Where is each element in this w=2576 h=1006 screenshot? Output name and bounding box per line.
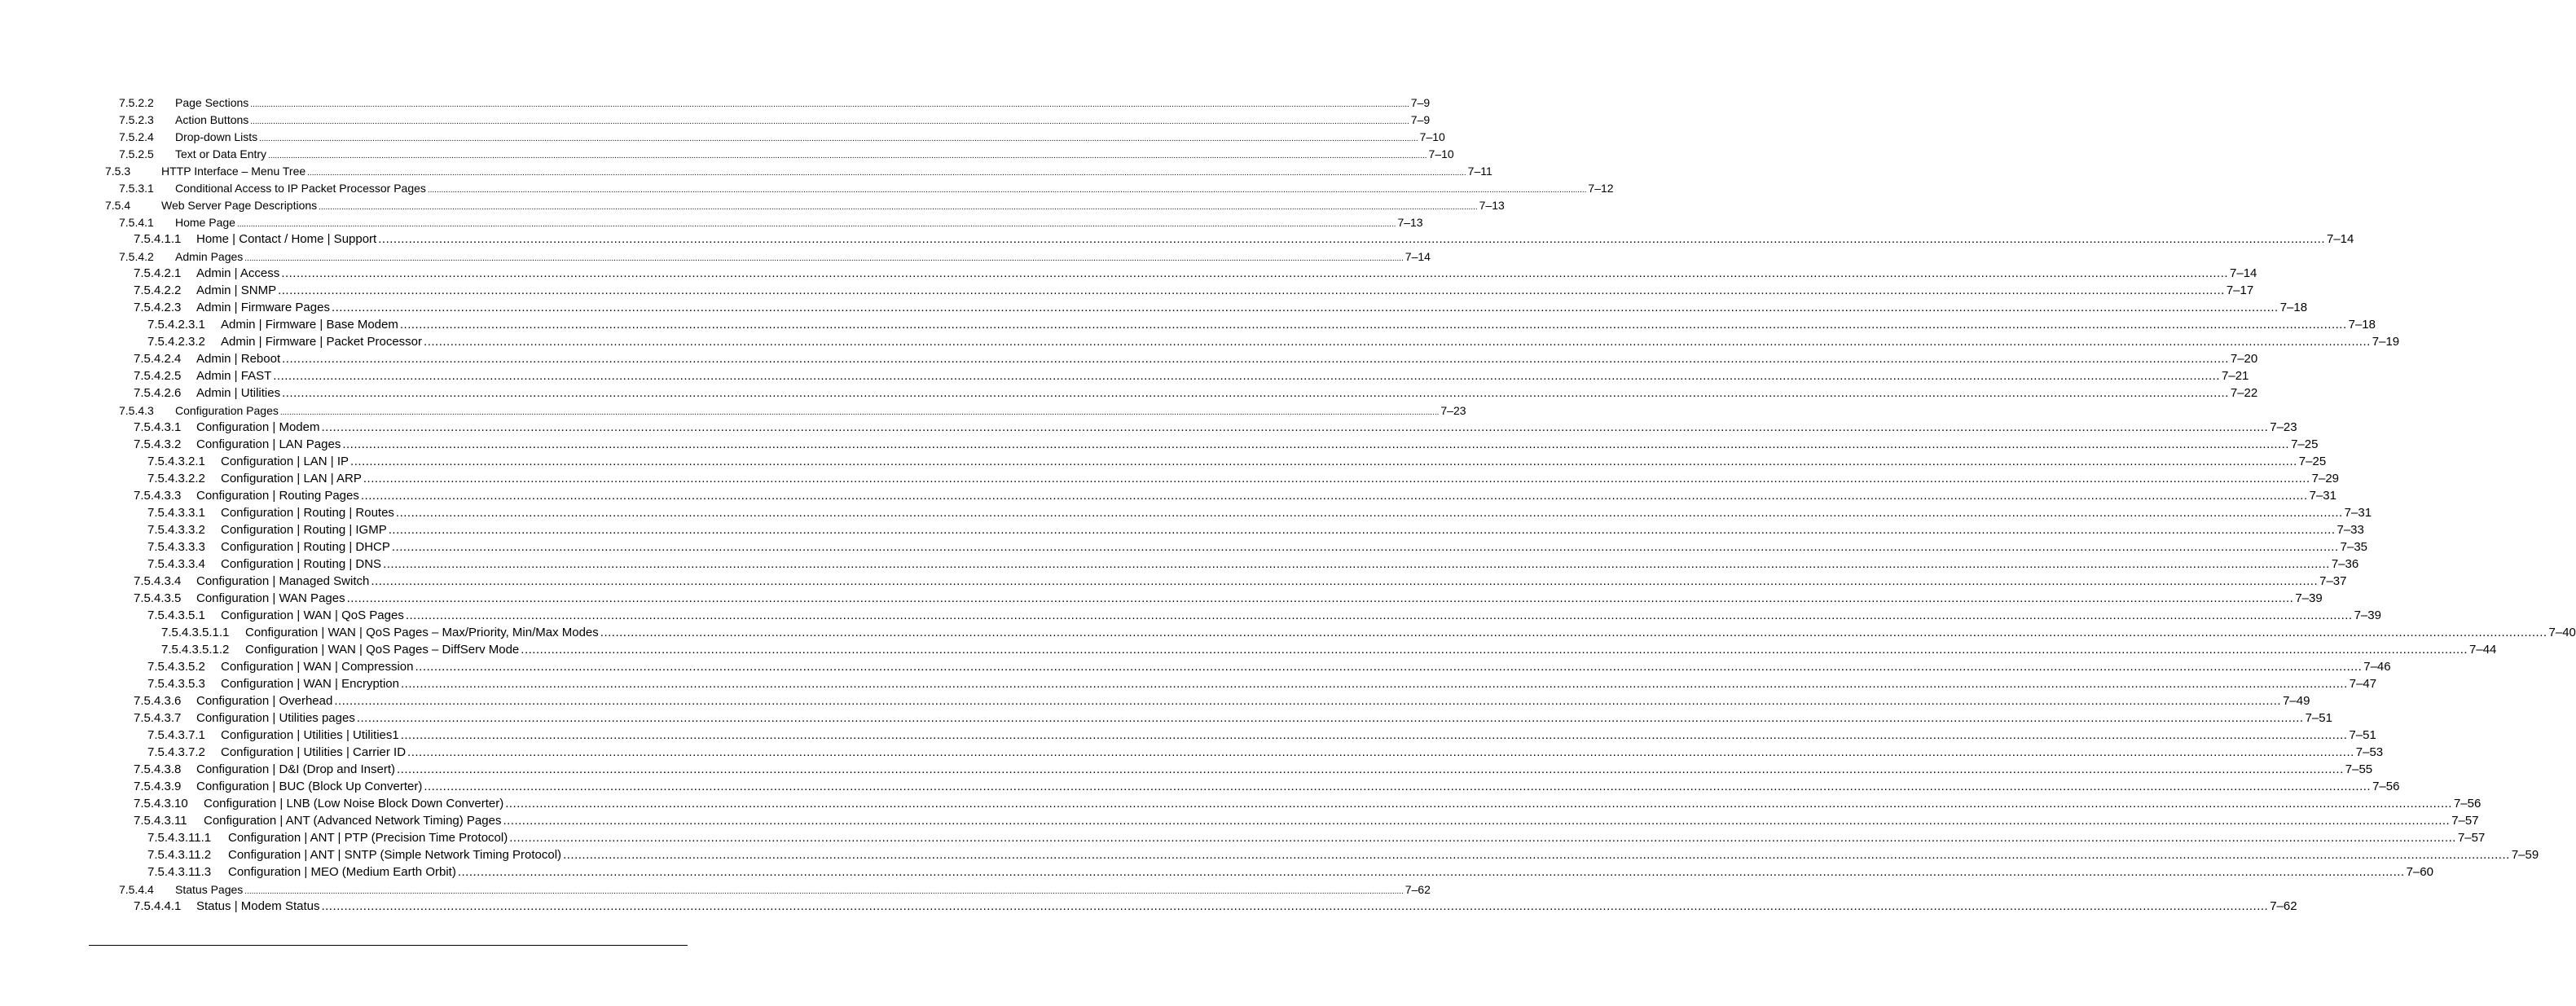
toc-entry-title: Drop-down Lists (175, 130, 258, 143)
toc-entry-title: Configuration | WAN | QoS Pages – DiffServ Mode (245, 643, 520, 657)
toc-leader (278, 283, 2225, 297)
toc-entry-number: 7.5.4 (105, 199, 131, 212)
toc-entry-title: Action Buttons (175, 113, 249, 126)
toc-entry-page: 7–56 (2453, 797, 2481, 811)
toc-entry[interactable] (134, 588, 2323, 605)
toc-leader (458, 865, 2405, 879)
toc-entry-page: 7–23 (2270, 420, 2297, 434)
toc-leader (347, 591, 2294, 605)
toc-entry-number: 7.5.4.3.3.2 (147, 523, 205, 537)
toc-entry-title: Status Pages (175, 883, 244, 896)
toc-leader (363, 472, 2310, 485)
toc-entry-page: 7–19 (2372, 335, 2400, 349)
toc-entry-number: 7.5.4.3.11 (134, 814, 187, 828)
toc-entry-title: Admin | Utilities (196, 386, 281, 400)
toc-entry-number: 7.5.4.3.5.3 (147, 677, 205, 691)
toc-leader (332, 301, 2279, 314)
toc-entry-title: Configuration | WAN | Encryption (221, 677, 399, 691)
toc-entry-number: 7.5.4.2.2 (134, 283, 182, 297)
toc-entry-number: 7.5.4.3.5 (134, 591, 182, 605)
toc-entry-title: Configuration | WAN Pages (196, 591, 345, 605)
toc-leader (244, 883, 1404, 896)
toc-entry-page: 7–13 (1397, 216, 1423, 229)
toc-entry[interactable] (147, 332, 2400, 349)
toc-entry[interactable] (147, 537, 2368, 554)
toc-entry[interactable] (147, 503, 2372, 520)
toc-entry[interactable] (119, 126, 1445, 143)
toc-entry-page: 7–46 (2363, 660, 2391, 674)
toc-entry[interactable] (134, 297, 2308, 314)
toc-entry-title: Admin | FAST (196, 369, 272, 383)
toc-entry-page: 7–11 (1467, 165, 1492, 178)
toc-leader (237, 216, 1396, 229)
toc-entry[interactable] (134, 417, 2297, 434)
toc-leader (371, 574, 2318, 588)
toc-entry-title: Admin | Firmware | Base Modem (221, 318, 398, 332)
toc-entry[interactable] (119, 92, 1431, 109)
toc-leader (273, 369, 2220, 383)
toc-entry-title: Configuration | ANT | SNTP (Simple Network Timing Protocol) (228, 848, 562, 862)
toc-leader (503, 814, 2450, 828)
toc-entry-title: Configuration | Routing | DNS (221, 557, 382, 571)
toc-entry-page: 7–29 (2311, 472, 2340, 485)
toc-entry-page: 7–57 (2457, 831, 2486, 845)
toc-leader (509, 831, 2456, 845)
toc-entry[interactable] (134, 571, 2347, 588)
toc-leader (321, 420, 2268, 434)
toc-entry-page: 7–22 (2230, 386, 2258, 400)
toc-entry[interactable] (119, 109, 1431, 126)
toc-entry-number: 7.5.4.3.11.3 (147, 865, 212, 879)
toc-entry[interactable] (119, 246, 1431, 263)
toc-entry-number: 7.5.4.2.3.2 (147, 335, 205, 349)
toc-entry-number: 7.5.4.3.7 (134, 711, 182, 725)
toc-entry-title: Configuration | Utilities | Carrier ID (221, 745, 407, 759)
toc-entry-number: 7.5.4.3.5.1.2 (161, 643, 230, 657)
toc-entry-title: Text or Data Entry (175, 147, 267, 160)
toc-leader (415, 660, 2363, 674)
toc-entry-title: Home Page (175, 216, 235, 229)
toc-leader (244, 250, 1404, 263)
toc-entry-number: 7.5.4.3 (119, 404, 154, 417)
toc-entry-number: 7.5.4.1 (119, 216, 154, 229)
toc-entry-number: 7.5.4.3.2 (134, 437, 182, 451)
toc-leader (342, 437, 2289, 451)
toc-entry-page: 7–23 (1440, 404, 1466, 417)
toc-entry-title: Configuration | WAN | QoS Pages (221, 608, 404, 622)
toc-entry-title: Configuration | Managed Switch (196, 574, 370, 588)
toc-entry-title: Admin Pages (175, 250, 244, 263)
toc-entry-page: 7–49 (2283, 694, 2310, 708)
toc-entry-page: 7–10 (1419, 130, 1445, 143)
toc-entry-number: 7.5.4.3.2.1 (147, 455, 205, 468)
toc-entry[interactable] (119, 178, 1614, 195)
toc-entry-number: 7.5.4.3.3.1 (147, 506, 205, 520)
toc-entry-title: Configuration | LAN | ARP (221, 472, 362, 485)
toc-entry[interactable] (134, 708, 2332, 725)
toc-entry-number: 7.5.3.1 (119, 182, 154, 195)
toc-entry-page: 7–39 (2354, 608, 2381, 622)
toc-entry-title: Configuration | Routing Pages (196, 489, 359, 503)
toc-leader (281, 266, 2228, 280)
toc-entry-title: Admin | SNMP (196, 283, 277, 297)
toc-entry[interactable] (134, 896, 2297, 913)
toc-entry-page: 7–17 (2226, 283, 2254, 297)
toc-entry-number: 7.5.2.4 (119, 130, 154, 143)
toc-entry-number: 7.5.4.3.3.4 (147, 557, 205, 571)
toc-entry-title: Configuration | Utilities | Utilities1 (221, 728, 399, 742)
toc-entry-number: 7.5.4.2.1 (134, 266, 182, 280)
toc-entry[interactable] (147, 468, 2340, 485)
toc-entry-page: 7–40 (2548, 626, 2576, 639)
toc-entry-page: 7–55 (2345, 762, 2373, 776)
toc-leader (357, 711, 2304, 725)
toc-entry-number: 7.5.2.5 (119, 147, 154, 160)
toc-entry[interactable] (134, 485, 2336, 503)
toc-entry[interactable] (134, 263, 2257, 280)
toc-leader (392, 540, 2339, 554)
toc-entry-title: Configuration | WAN | QoS Pages – Max/Priority, Min/Max Modes (245, 626, 599, 639)
toc-entry-page: 7–60 (2406, 865, 2433, 879)
toc-leader (282, 352, 2229, 366)
toc-entry-page: 7–18 (2279, 301, 2308, 314)
toc-entry-number: 7.5.4.3.5.1.1 (161, 626, 230, 639)
toc-leader (280, 404, 1440, 417)
toc-entry-page: 7–25 (2291, 437, 2319, 451)
toc-entry-page: 7–31 (2344, 506, 2372, 520)
toc-entry-page: 7–10 (1428, 147, 1454, 160)
toc-entry-number: 7.5.4.3.3.3 (147, 540, 205, 554)
toc-entry-page: 7–39 (2295, 591, 2323, 605)
toc-entry-title: HTTP Interface – Menu Tree (161, 165, 306, 178)
toc-leader (389, 523, 2336, 537)
toc-entry-number: 7.5.4.3.9 (134, 780, 182, 793)
toc-entry[interactable] (147, 845, 2539, 862)
toc-entry-number: 7.5.4.3.5.2 (147, 660, 205, 674)
toc-entry-title: Admin | Firmware | Packet Processor (221, 335, 423, 349)
toc-entry-number: 7.5.2.2 (119, 96, 154, 109)
toc-entry[interactable] (147, 520, 2364, 537)
toc-leader (334, 694, 2281, 708)
toc-leader (383, 557, 2330, 571)
toc-entry[interactable] (105, 160, 1492, 178)
toc-entry-title: Configuration | Routing | Routes (221, 506, 394, 520)
toc-leader (424, 335, 2371, 349)
toc-entry-page: 7–47 (2349, 677, 2377, 691)
toc-entry-title: Conditional Access to IP Packet Processor Pages (175, 182, 426, 195)
toc-entry-title: Configuration | Utilities pages (196, 711, 355, 725)
toc-entry-title: Admin | Reboot (196, 352, 281, 366)
toc-entry[interactable] (134, 280, 2254, 297)
toc-entry-page: 7–14 (2230, 266, 2257, 280)
toc-entry-title: Configuration | ANT | PTP (Precision Time Protocol) (228, 831, 508, 845)
toc-entry-page: 7–53 (2355, 745, 2384, 759)
toc-entry-page: 7–21 (2222, 369, 2249, 383)
toc-leader (321, 899, 2268, 913)
toc-entry-title: Web Server Page Descriptions (161, 199, 318, 212)
toc-entry-title: Configuration | LAN | IP (221, 455, 349, 468)
toc-entry[interactable] (147, 674, 2377, 691)
toc-entry[interactable] (134, 811, 2479, 828)
toc-entry-page: 7–14 (1404, 250, 1431, 263)
toc-entry[interactable] (147, 314, 2376, 332)
toc-entry-page: 7–51 (2349, 728, 2376, 742)
toc-entry-page: 7–13 (1479, 199, 1505, 212)
toc-entry-page: 7–56 (2372, 780, 2400, 793)
toc-entry-number: 7.5.4.2.6 (134, 386, 182, 400)
toc-entry[interactable] (105, 195, 1505, 212)
toc-entry-page: 7–25 (2298, 455, 2327, 468)
toc-leader (259, 130, 1418, 143)
toc-entry-page: 7–62 (2270, 899, 2297, 913)
toc-entry-number: 7.5.4.3.3 (134, 489, 182, 503)
toc-entry-page: 7–14 (2326, 232, 2354, 246)
toc-entry-page: 7–12 (1588, 182, 1614, 195)
toc-entry[interactable] (134, 229, 2354, 246)
toc-entry[interactable] (134, 759, 2373, 776)
toc-leader (521, 643, 2468, 657)
toc-entry[interactable] (161, 622, 2576, 639)
toc-entry[interactable] (134, 366, 2249, 383)
toc-entry-number: 7.5.4.3.4 (134, 574, 182, 588)
toc-entry-number: 7.5.4.2.3.1 (147, 318, 205, 332)
toc-entry[interactable] (147, 451, 2327, 468)
footer-divider (89, 945, 688, 946)
toc-leader (400, 318, 2347, 332)
toc-leader (250, 96, 1409, 109)
toc-entry-page: 7–9 (1410, 113, 1431, 126)
toc-entry-number: 7.5.4.3.7.2 (147, 745, 205, 759)
toc-leader (563, 848, 2510, 862)
toc-entry-number: 7.5.4.2 (119, 250, 154, 263)
toc-entry-page: 7–44 (2469, 643, 2497, 657)
toc-entry[interactable] (147, 605, 2381, 622)
toc-entry-page: 7–20 (2230, 352, 2258, 366)
toc-entry-number: 7.5.4.3.5.1 (147, 608, 205, 622)
toc-entry-number: 7.5.4.3.10 (134, 797, 188, 811)
toc-entry-title: Configuration | MEO (Medium Earth Orbit) (228, 865, 456, 879)
toc-entry-number: 7.5.4.3.11.2 (147, 848, 212, 862)
toc-entry[interactable] (119, 879, 1431, 896)
toc-entry-number: 7.5.4.3.1 (134, 420, 182, 434)
toc-entry[interactable] (134, 776, 2400, 793)
toc-entry-title: Configuration | LNB (Low Noise Block Down Converter) (204, 797, 504, 811)
toc-entry-title: Configuration | Overhead (196, 694, 333, 708)
toc-entry-number: 7.5.4.1.1 (134, 232, 182, 246)
toc-leader (428, 182, 1587, 195)
toc-entry-title: Status | Modem Status (196, 899, 320, 913)
toc-entry-title: Configuration | WAN | Compression (221, 660, 414, 674)
toc-entry-number: 7.5.4.3.7.1 (147, 728, 205, 742)
toc-entry-number: 7.5.4.3.8 (134, 762, 182, 776)
toc-entry[interactable] (147, 862, 2433, 879)
toc-entry-title: Configuration | BUC (Block Up Converter) (196, 780, 423, 793)
toc-entry-number: 7.5.4.3.11.1 (147, 831, 212, 845)
toc-entry[interactable] (147, 742, 2384, 759)
toc-leader (319, 199, 1478, 212)
toc-entry-number: 7.5.4.2.5 (134, 369, 182, 383)
toc-entry-page: 7–33 (2336, 523, 2364, 537)
toc-leader (250, 113, 1409, 126)
toc-entry-title: Configuration | Routing | IGMP (221, 523, 387, 537)
toc-entry-title: Configuration Pages (175, 404, 279, 417)
toc-entry-title: Configuration | D&I (Drop and Insert) (196, 762, 396, 776)
toc-entry-title: Admin | Firmware Pages (196, 301, 330, 314)
toc-leader (401, 728, 2348, 742)
toc-entry-page: 7–37 (2319, 574, 2347, 588)
toc-entry-title: Configuration | Modem (196, 420, 320, 434)
toc-entry-title: Configuration | LAN Pages (196, 437, 341, 451)
toc-entry[interactable] (147, 657, 2391, 674)
toc-entry-page: 7–9 (1410, 96, 1431, 109)
toc-leader (406, 608, 2353, 622)
toc-entry-number: 7.5.4.4.1 (134, 899, 182, 913)
toc-entry-number: 7.5.4.3.6 (134, 694, 182, 708)
toc-leader (401, 677, 2348, 691)
toc-entry[interactable] (161, 639, 2497, 657)
toc-entry-page: 7–36 (2331, 557, 2359, 571)
toc-entry-title: Page Sections (175, 96, 249, 109)
toc-leader (407, 745, 2354, 759)
toc-entry-number: 7.5.4.3.2.2 (147, 472, 205, 485)
toc-entry[interactable] (147, 828, 2486, 845)
toc-entry-page: 7–35 (2340, 540, 2368, 554)
toc-entry[interactable] (134, 349, 2258, 366)
toc-entry-number: 7.5.3 (105, 165, 131, 178)
toc-entry[interactable] (119, 143, 1454, 160)
toc-entry-title: Home | Contact / Home | Support (196, 232, 377, 246)
toc-entry-number: 7.5.4.2.4 (134, 352, 182, 366)
toc-leader (600, 626, 2547, 639)
toc-entry-number: 7.5.2.3 (119, 113, 154, 126)
toc-entry[interactable] (134, 383, 2258, 400)
toc-entry-page: 7–59 (2511, 848, 2539, 862)
toc-entry[interactable] (147, 554, 2359, 571)
toc-leader (282, 386, 2229, 400)
toc-entry[interactable] (134, 691, 2310, 708)
toc-entry-title: Configuration | Routing | DHCP (221, 540, 390, 554)
toc-leader (424, 780, 2371, 793)
toc-entry-title: Admin | Access (196, 266, 280, 280)
toc-leader (350, 455, 2297, 468)
toc-entry[interactable] (119, 212, 1423, 229)
toc-entry-page: 7–31 (2309, 489, 2336, 503)
toc-entry-page: 7–62 (1404, 883, 1431, 896)
toc-entry[interactable] (134, 434, 2319, 451)
toc-leader (307, 165, 1466, 178)
toc-leader (396, 506, 2343, 520)
toc-entry-page: 7–57 (2451, 814, 2479, 828)
toc-leader (268, 147, 1427, 160)
toc-entry-title: Configuration | ANT (Advanced Network Timing) Pages (204, 814, 502, 828)
toc-entry-page: 7–18 (2348, 318, 2376, 332)
toc-leader (397, 762, 2344, 776)
toc-entry[interactable] (147, 725, 2376, 742)
toc-leader (378, 232, 2325, 246)
toc-entry-number: 7.5.4.2.3 (134, 301, 182, 314)
toc-entry-number: 7.5.4.4 (119, 883, 154, 896)
toc-entry[interactable] (134, 793, 2481, 811)
toc-leader (361, 489, 2308, 503)
toc-leader (505, 797, 2452, 811)
toc-entry[interactable] (119, 400, 1466, 417)
toc-entry-page: 7–51 (2305, 711, 2332, 725)
